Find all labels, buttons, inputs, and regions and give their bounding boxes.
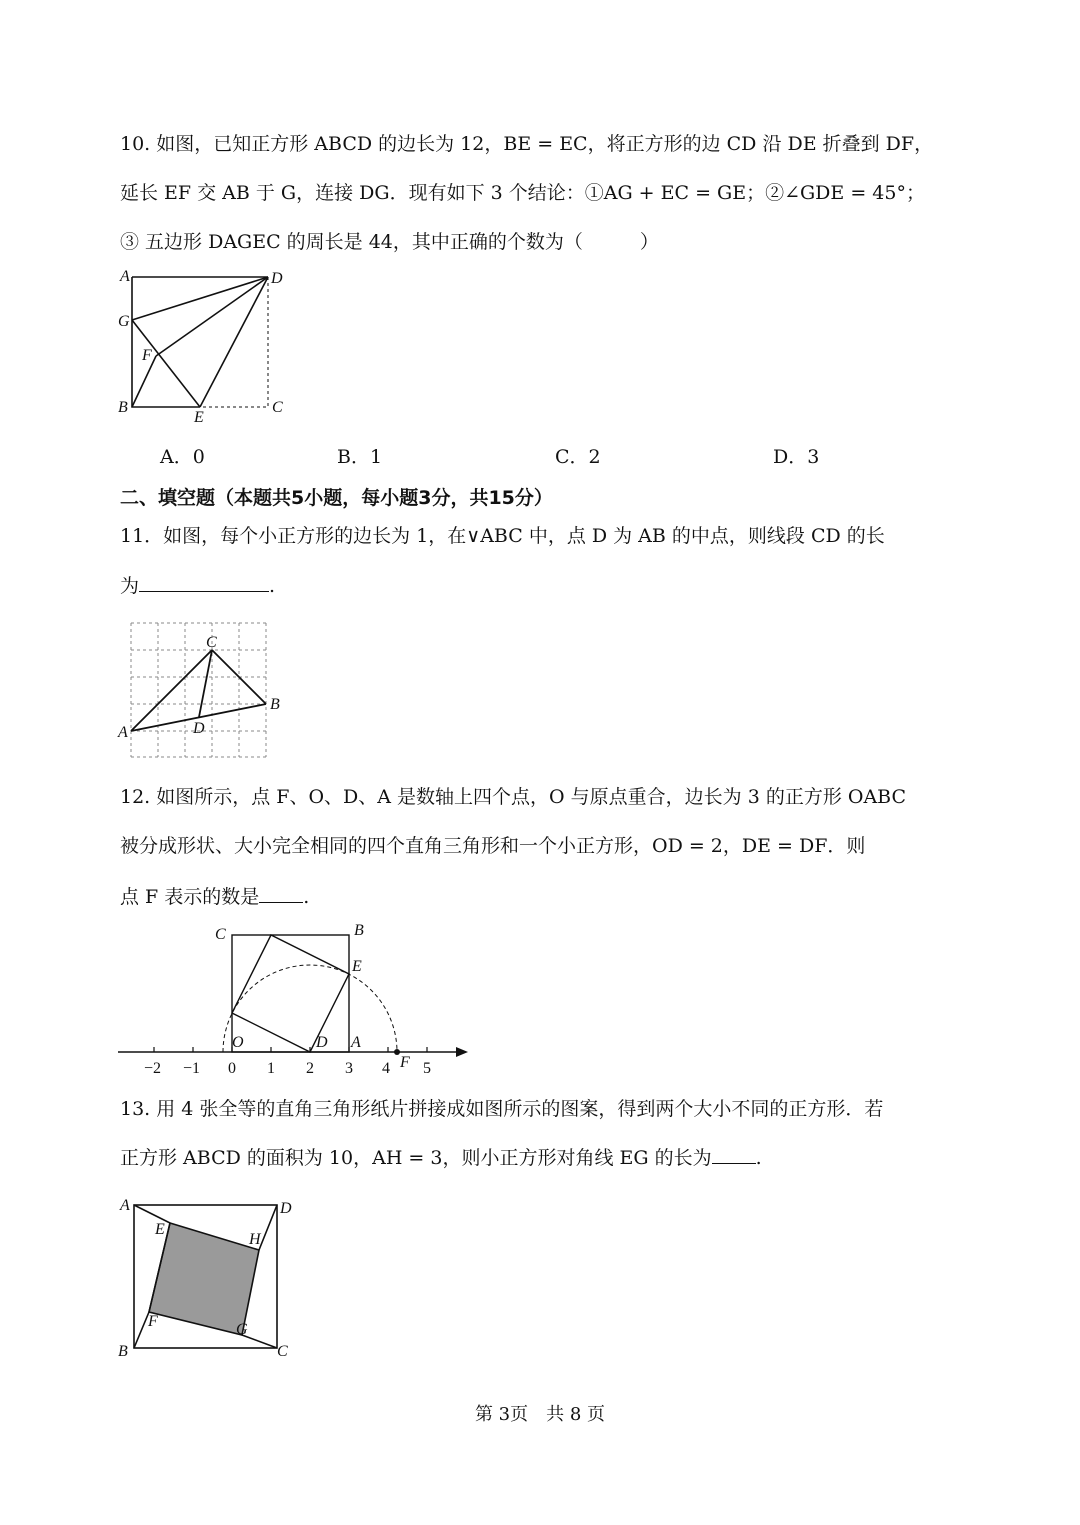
q12-tick-neg1: −1 xyxy=(183,1060,201,1077)
q11-prefix: 为 xyxy=(120,575,140,597)
q10-text-line-3: ③ 五边形 DAGEC 的周长是 44，其中正确的个数为（ ） xyxy=(120,231,659,253)
q10-label-E: E xyxy=(194,409,204,426)
q11-label-B: B xyxy=(270,696,280,713)
q13-suffix: . xyxy=(755,1147,762,1169)
q12-suffix: . xyxy=(303,886,310,908)
q13-label-D: D xyxy=(280,1200,292,1217)
q12-tick-2: 2 xyxy=(306,1060,314,1077)
q12-text-line-3 xyxy=(120,884,309,909)
q10-label-D: D xyxy=(271,270,283,287)
q10-choice-c[interactable]: C．2 xyxy=(555,446,601,468)
q10-text-line-1: 10. 如图，已知正方形 ABCD 的边长为 12，BE = EC，将正方形的边 CD 沿 DE 折叠到 DF， xyxy=(120,133,934,155)
q11-figure xyxy=(116,615,296,765)
q12-prefix: 点 F 表示的数是 xyxy=(120,886,260,908)
q13-label-C: C xyxy=(277,1343,288,1360)
q10-label-G: G xyxy=(118,313,130,330)
q11-suffix: . xyxy=(269,575,276,597)
q13-answer-blank[interactable] xyxy=(712,1145,756,1164)
q11-label-D: D xyxy=(193,720,205,737)
q11-text-line-1: 11．如图，每个小正方形的边长为 1，在∨ABC 中，点 D 为 AB 的中点，则线段 CD 的长 xyxy=(120,525,885,547)
q10-choice-d[interactable]: D．3 xyxy=(773,446,820,468)
q10-label-B: B xyxy=(118,399,128,416)
q12-text-line-2: 被分成形状、大小完全相同的四个直角三角形和一个小正方形，OD = 2，DE = DF．则 xyxy=(120,835,866,857)
q10-choice-a[interactable]: A．0 xyxy=(160,446,205,468)
q10-label-A: A xyxy=(120,268,130,285)
q10-label-C: C xyxy=(272,399,283,416)
q13-label-A: A xyxy=(120,1197,130,1214)
q12-label-A: A xyxy=(351,1034,361,1051)
q12-label-B: B xyxy=(354,922,364,939)
q13-prefix: 正方形 ABCD 的面积为 10，AH = 3，则小正方形对角线 EG 的长为 xyxy=(120,1147,712,1169)
q13-text-line-2 xyxy=(120,1145,762,1170)
q12-tick-3: 3 xyxy=(345,1060,353,1077)
q13-label-E: E xyxy=(155,1221,165,1238)
page-footer: 第 3页 共 8 页 xyxy=(474,1404,606,1425)
q11-label-A: A xyxy=(118,724,128,741)
q12-tick-1: 1 xyxy=(267,1060,275,1077)
q13-label-B: B xyxy=(118,1343,128,1360)
q11-answer-blank[interactable] xyxy=(139,573,269,592)
q13-figure xyxy=(112,1192,312,1367)
q13-label-H: H xyxy=(249,1231,261,1248)
q12-label-O: O xyxy=(232,1034,244,1051)
q12-figure xyxy=(110,915,480,1085)
q12-label-F: F xyxy=(400,1054,410,1071)
q12-answer-blank[interactable] xyxy=(259,884,303,903)
q12-label-C: C xyxy=(215,926,226,943)
section-heading: 二、填空题（本题共5小题，每小题3分，共15分） xyxy=(120,487,553,509)
q12-label-E: E xyxy=(352,958,362,975)
q13-label-G: G xyxy=(236,1321,248,1338)
q13-label-F: F xyxy=(148,1313,158,1330)
q11-text-line-2 xyxy=(120,573,275,598)
q10-figure xyxy=(110,262,300,426)
q11-label-C: C xyxy=(206,634,217,651)
q12-tick-0: 0 xyxy=(228,1060,236,1077)
q12-label-D: D xyxy=(316,1034,328,1051)
q12-tick-5: 5 xyxy=(423,1060,431,1077)
q13-text-line-1: 13. 用 4 张全等的直角三角形纸片拼接成如图所示的图案，得到两个大小不同的正方形．若 xyxy=(120,1098,884,1120)
q12-tick-neg2: −2 xyxy=(144,1060,162,1077)
q10-label-F: F xyxy=(142,347,152,364)
q12-text-line-1: 12. 如图所示，点 F、O、D、A 是数轴上四个点，O 与原点重合，边长为 3 的正方形 OABC xyxy=(120,786,907,808)
q12-tick-4: 4 xyxy=(382,1060,390,1077)
q10-choice-b[interactable]: B．1 xyxy=(337,446,383,468)
q10-text-line-2: 延长 EF 交 AB 于 G，连接 DG．现有如下 3 个结论：①AG + EC = GE；②∠GDE = 45°； xyxy=(120,182,925,204)
